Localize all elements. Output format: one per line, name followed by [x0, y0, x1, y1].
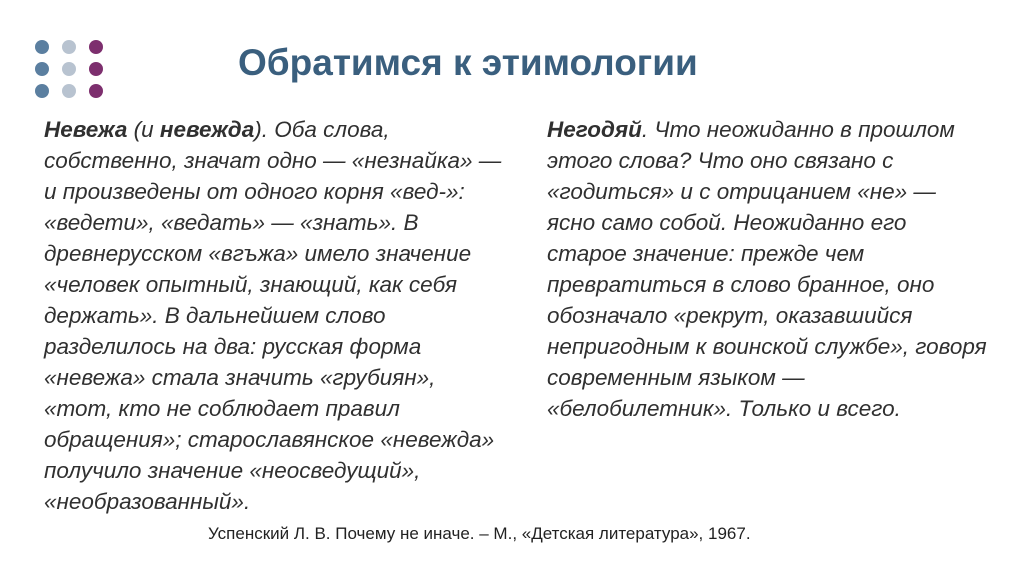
dot: [62, 84, 76, 98]
dot: [62, 62, 76, 76]
right-body-text: . Что неожиданно в прошлом этого слова? Что оно связано с «годиться» и с отрицанием «не» — ясно само собой. Неожиданно его старое значение: прежде чем превратиться в слово бранное, оно обозначало «рекрут, оказавшийся непригодным к воинской службе», говоря современным языком — «белобилетник». Только и всего.: [547, 117, 987, 421]
dot: [89, 40, 103, 54]
left-column-text: [44, 114, 504, 517]
term-nevezhda: невежда: [159, 117, 255, 142]
term-negodyay: Негодяй: [547, 117, 642, 142]
dot: [89, 84, 103, 98]
left-body-text: ). Оба слова, собственно, значат одно — «незнайка» — и произведены от одного корня «вед-»: «ведети», «ведать» — «знать». В древнерусском «вгъжа» имело значение «человек опытный, знающий, как себя держать». В дальнейшем слово разделилось на два: русская форма «невежа» стала значить «грубиян», «тот, кто не соблюдает правил обращения»; старославянское «невежда» получило значение «неосведущий», «необразованный».: [44, 117, 502, 514]
term-nevezha: Невежа: [44, 117, 128, 142]
decorative-dots: [35, 40, 105, 102]
paren-text: (и: [127, 117, 160, 142]
dot: [35, 84, 49, 98]
right-column-text: [547, 114, 987, 424]
source-citation: Успенский Л. В. Почему не иначе. – М., «Детская литература», 1967.: [208, 524, 751, 543]
dot: [35, 40, 49, 54]
slide-title: Обратимся к этимологии: [238, 42, 698, 83]
dot: [62, 40, 76, 54]
dot: [89, 62, 103, 76]
dot: [35, 62, 49, 76]
